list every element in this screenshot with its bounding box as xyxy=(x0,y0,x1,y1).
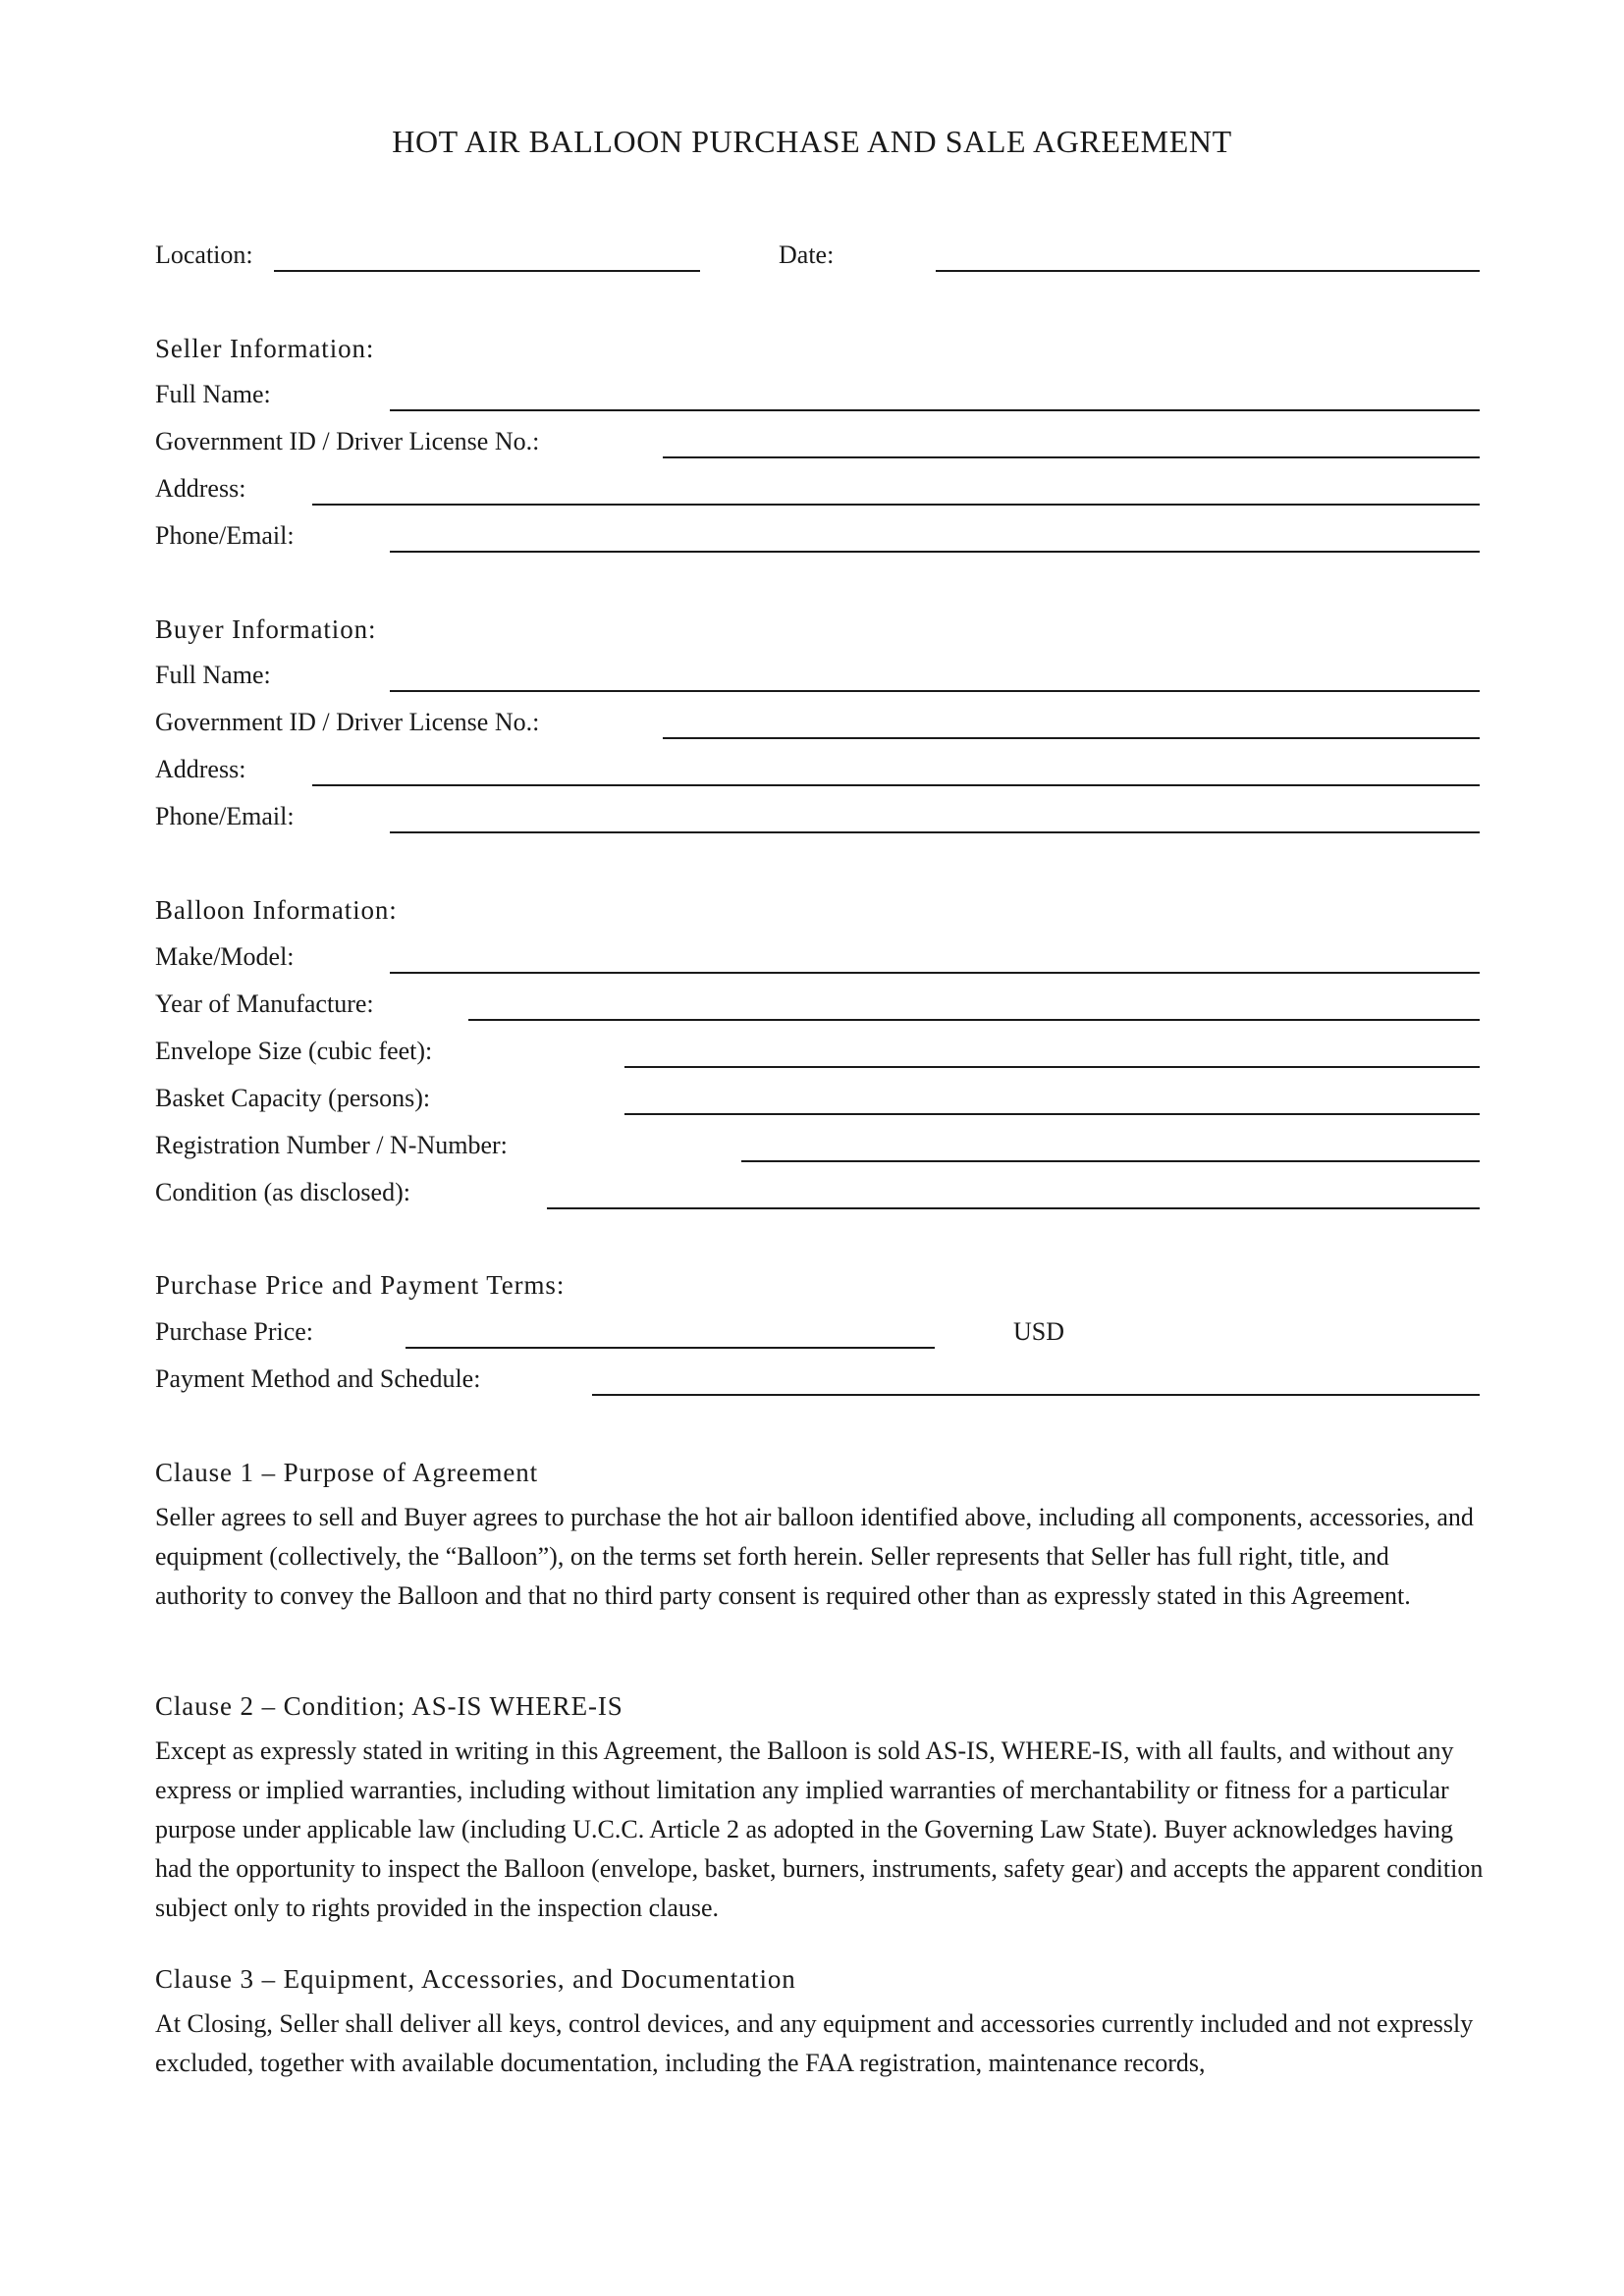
date-field[interactable] xyxy=(936,270,1480,272)
make-model-row xyxy=(0,938,1624,978)
seller-id-row xyxy=(0,423,1624,462)
buyer-full-name-row xyxy=(0,657,1624,696)
payment-method-row xyxy=(0,1361,1624,1400)
buyer-address-label: Address: xyxy=(155,755,246,783)
buyer-contact-field[interactable] xyxy=(390,831,1480,833)
seller-id-field[interactable] xyxy=(663,456,1480,458)
year-row xyxy=(0,986,1624,1025)
seller-id-label: Government ID / Driver License No.: xyxy=(155,427,540,455)
payment-method-field[interactable] xyxy=(592,1394,1480,1396)
buyer-id-row xyxy=(0,704,1624,743)
purchase-price-field[interactable] xyxy=(406,1347,935,1349)
registration-label: Registration Number / N-Number: xyxy=(155,1131,508,1159)
clause-1-body: Seller agrees to sell and Buyer agrees to purchase the hot air balloon identified above, including all components, accessories, and equipment (collectively, the “Balloon”), on the terms set forth herein. Seller represents that Seller has full right, title, and authority to convey the Balloon and that no third party consent is required other than as expressly stated in this Agreement. xyxy=(155,1503,1474,1610)
seller-contact-label: Phone/Email: xyxy=(155,521,295,550)
buyer-id-label: Government ID / Driver License No.: xyxy=(155,708,540,736)
clause-3-body: At Closing, Seller shall deliver all keys, control devices, and any equipment and accessories currently included and not expressly excluded, together with available documentation, including the FAA registration, maintenance records, xyxy=(155,2009,1474,2077)
basket-field[interactable] xyxy=(624,1113,1480,1115)
purchase-price-row xyxy=(0,1313,1624,1353)
seller-section-heading: Seller Information: xyxy=(155,334,375,363)
document-title: HOT AIR BALLOON PURCHASE AND SALE AGREEMENT xyxy=(392,124,1232,159)
buyer-id-field[interactable] xyxy=(663,737,1480,739)
seller-contact-field[interactable] xyxy=(390,551,1480,553)
clause-1-heading: Clause 1 – Purpose of Agreement xyxy=(155,1458,539,1487)
basket-label: Basket Capacity (persons): xyxy=(155,1084,431,1112)
location-date-row xyxy=(0,237,1624,276)
buyer-full-name-field[interactable] xyxy=(390,690,1480,692)
clause-2-heading: Clause 2 – Condition; AS-IS WHERE-IS xyxy=(155,1691,623,1721)
seller-address-field[interactable] xyxy=(312,504,1480,506)
buyer-address-field[interactable] xyxy=(312,784,1480,786)
registration-field[interactable] xyxy=(741,1160,1480,1162)
envelope-row xyxy=(0,1033,1624,1072)
seller-full-name-field[interactable] xyxy=(390,409,1480,411)
clause-2-body: Except as expressly stated in writing in this Agreement, the Balloon is sold AS-IS, WHERE-IS, with all faults, and without any express or implied warranties, including without limitation any implied warranties of merchantability or fitness for a particular purpose under applicable law (including U.C.C. Article 2 as adopted in the Governing Law State). Buyer acknowledges having had the opportunity to inspect the Balloon (envelope, basket, burners, instruments, safety gear) and accepts the apparent condition subject only to rights provided in the inspection clause. xyxy=(155,1736,1484,1922)
buyer-contact-row xyxy=(0,798,1624,837)
basket-row xyxy=(0,1080,1624,1119)
condition-row xyxy=(0,1174,1624,1213)
make-model-label: Make/Model: xyxy=(155,942,295,971)
seller-address-label: Address: xyxy=(155,474,246,503)
buyer-section-heading: Buyer Information: xyxy=(155,614,377,644)
make-model-field[interactable] xyxy=(390,972,1480,974)
purchase-price-label: Purchase Price: xyxy=(155,1317,314,1346)
seller-address-row xyxy=(0,470,1624,509)
buyer-address-row xyxy=(0,751,1624,790)
seller-full-name-row xyxy=(0,376,1624,415)
balloon-section-heading: Balloon Information: xyxy=(155,895,398,925)
condition-label: Condition (as disclosed): xyxy=(155,1178,410,1206)
buyer-contact-label: Phone/Email: xyxy=(155,802,295,830)
registration-row xyxy=(0,1127,1624,1166)
seller-contact-row xyxy=(0,517,1624,557)
location-label: Location: xyxy=(155,240,253,269)
seller-full-name-label: Full Name: xyxy=(155,380,271,408)
envelope-label: Envelope Size (cubic feet): xyxy=(155,1037,433,1065)
year-label: Year of Manufacture: xyxy=(155,989,374,1018)
envelope-field[interactable] xyxy=(624,1066,1480,1068)
payment-method-label: Payment Method and Schedule: xyxy=(155,1364,481,1393)
condition-field[interactable] xyxy=(547,1207,1480,1209)
location-field[interactable] xyxy=(274,270,700,272)
buyer-full-name-label: Full Name: xyxy=(155,661,271,689)
currency-label: USD xyxy=(1013,1317,1065,1346)
clause-3-heading: Clause 3 – Equipment, Accessories, and Documentation xyxy=(155,1964,796,1994)
payment-section-heading: Purchase Price and Payment Terms: xyxy=(155,1270,566,1300)
year-field[interactable] xyxy=(468,1019,1480,1021)
date-label: Date: xyxy=(779,240,835,269)
